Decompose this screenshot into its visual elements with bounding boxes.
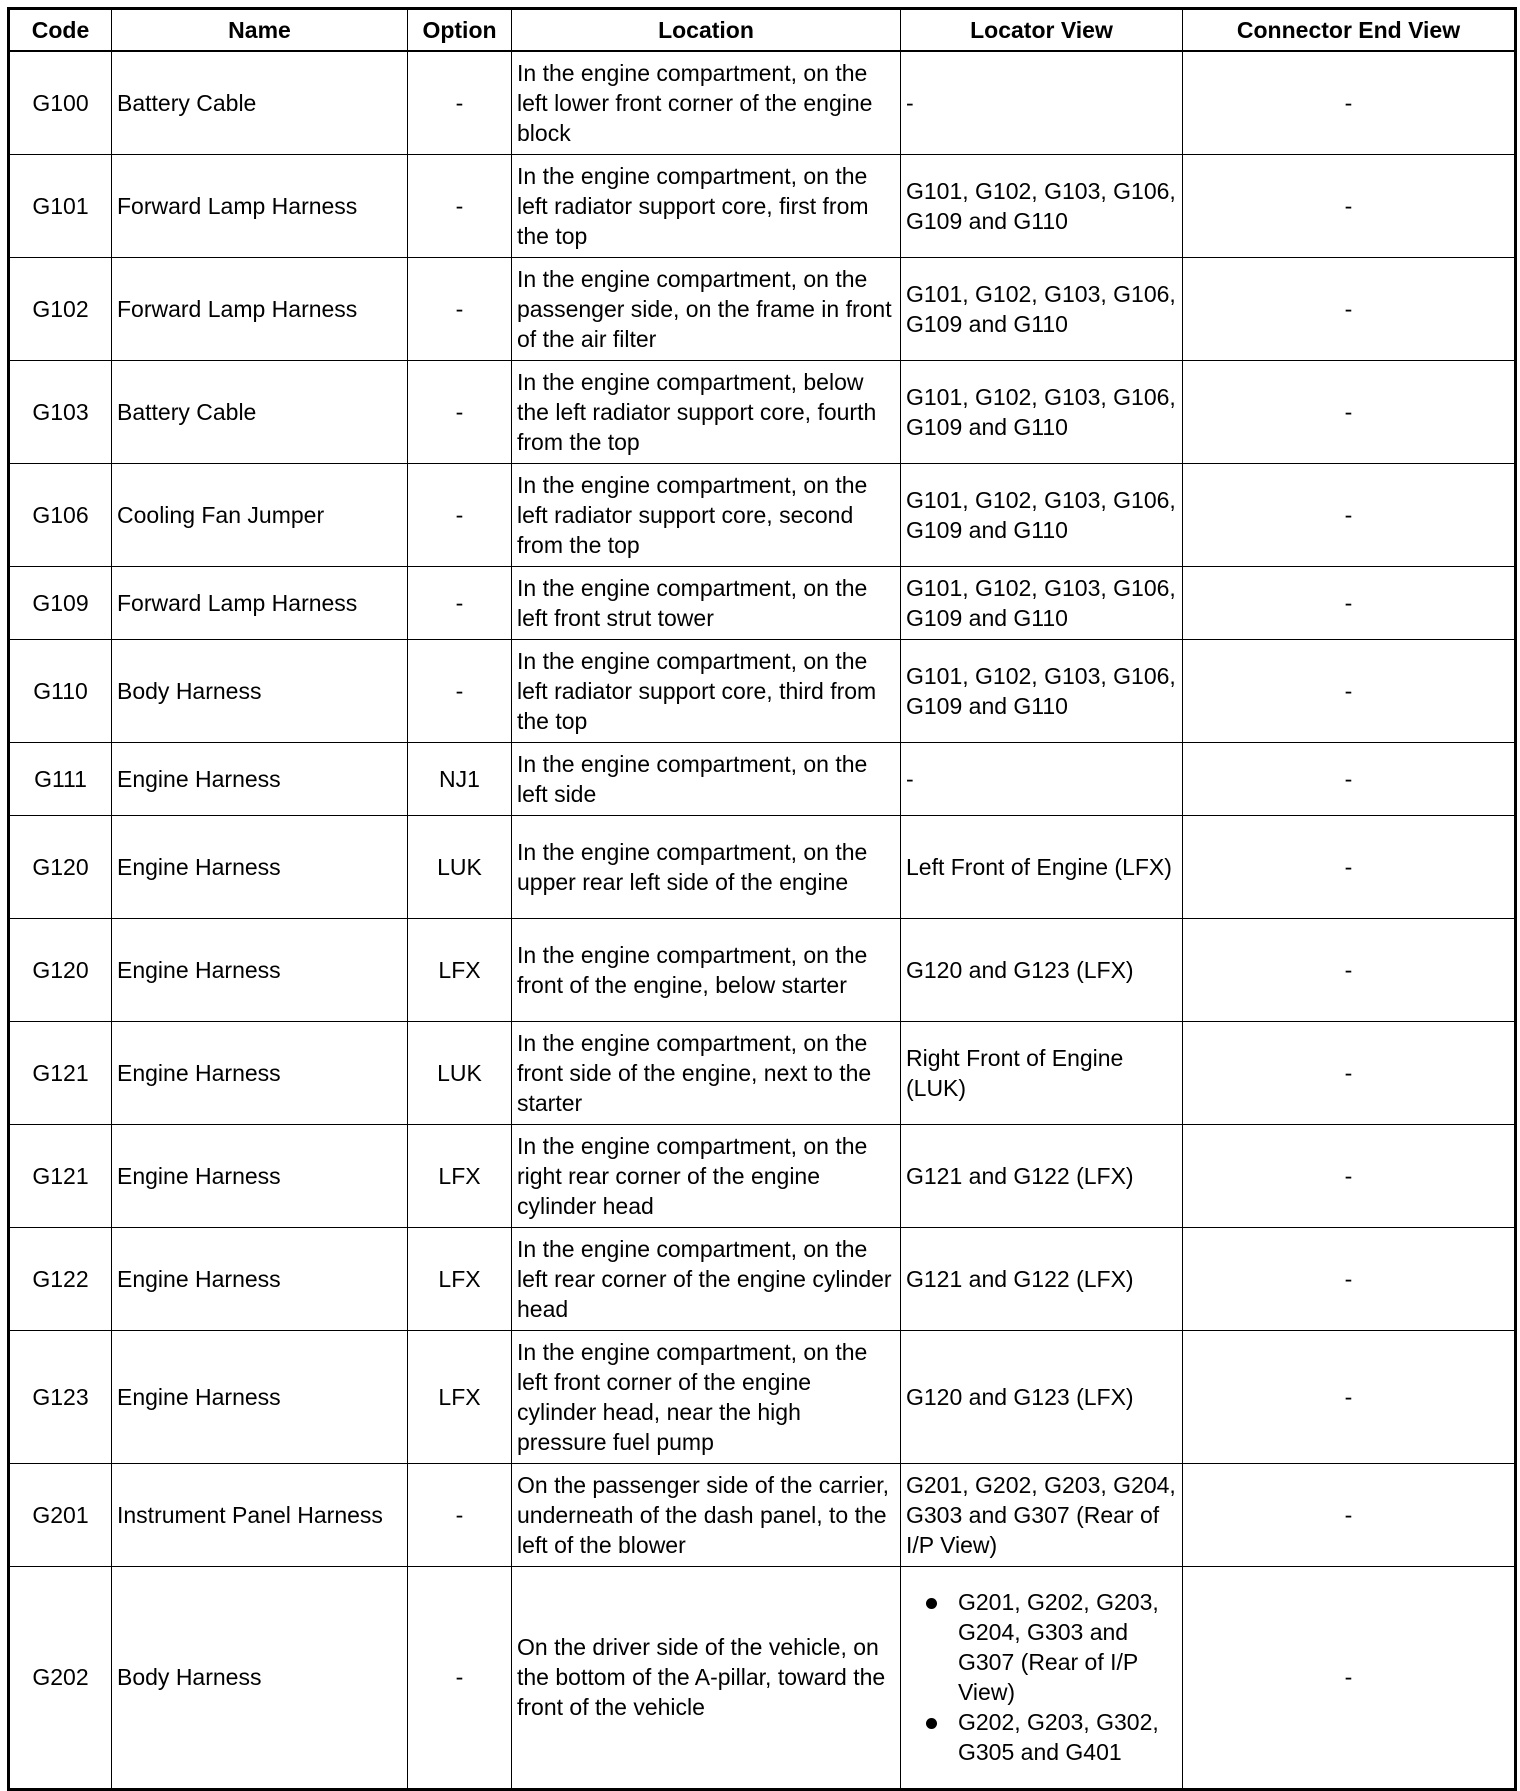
cell-connector-end-view: - xyxy=(1183,154,1516,257)
cell-option: LFX xyxy=(408,918,512,1021)
cell-location: In the engine compartment, on the front side of the engine, next to the starter xyxy=(512,1021,901,1124)
header-location: Location xyxy=(512,9,901,52)
cell-locator-view: G101, G102, G103, G106, G109 and G110 xyxy=(901,566,1183,639)
table-row xyxy=(9,1021,1516,1124)
cell-name: Instrument Panel Harness xyxy=(112,1463,408,1566)
cell-location: In the engine compartment, on the left radiator support core, second from the top xyxy=(512,463,901,566)
cell-locator-view: G101, G102, G103, G106, G109 and G110 xyxy=(901,639,1183,742)
cell-name: Engine Harness xyxy=(112,1021,408,1124)
table-row xyxy=(9,566,1516,639)
cell-connector-end-view: - xyxy=(1183,463,1516,566)
cell-option: - xyxy=(408,360,512,463)
cell-connector-end-view: - xyxy=(1183,51,1516,154)
cell-location: In the engine compartment, on the right rear corner of the engine cylinder head xyxy=(512,1124,901,1227)
cell-option: LFX xyxy=(408,1124,512,1227)
cell-locator-view: G120 and G123 (LFX) xyxy=(901,1330,1183,1463)
cell-code: G111 xyxy=(9,742,112,815)
cell-code: G106 xyxy=(9,463,112,566)
cell-name: Battery Cable xyxy=(112,51,408,154)
cell-code: G123 xyxy=(9,1330,112,1463)
cell-locator-view: Left Front of Engine (LFX) xyxy=(901,815,1183,918)
ground-locations-table xyxy=(7,7,1517,1791)
cell-name: Engine Harness xyxy=(112,742,408,815)
cell-name: Forward Lamp Harness xyxy=(112,257,408,360)
cell-locator-view: G101, G102, G103, G106, G109 and G110 xyxy=(901,257,1183,360)
cell-option: - xyxy=(408,1566,512,1789)
header-locator-view: Locator View xyxy=(901,9,1183,52)
cell-option: - xyxy=(408,566,512,639)
cell-name: Cooling Fan Jumper xyxy=(112,463,408,566)
cell-locator-view: G101, G102, G103, G106, G109 and G110 xyxy=(901,154,1183,257)
cell-code: G102 xyxy=(9,257,112,360)
cell-code: G103 xyxy=(9,360,112,463)
cell-option: NJ1 xyxy=(408,742,512,815)
cell-connector-end-view: - xyxy=(1183,1463,1516,1566)
cell-name: Engine Harness xyxy=(112,918,408,1021)
cell-location: In the engine compartment, on the left front strut tower xyxy=(512,566,901,639)
cell-option: - xyxy=(408,154,512,257)
table-row xyxy=(9,1227,1516,1330)
cell-locator-view: G121 and G122 (LFX) xyxy=(901,1227,1183,1330)
cell-location: In the engine compartment, below the left radiator support core, fourth from the top xyxy=(512,360,901,463)
cell-locator-view: - xyxy=(901,742,1183,815)
header-name: Name xyxy=(112,9,408,52)
table-row xyxy=(9,639,1516,742)
cell-locator-view: G101, G102, G103, G106, G109 and G110 xyxy=(901,463,1183,566)
cell-name: Body Harness xyxy=(112,639,408,742)
header-connector-end-view: Connector End View xyxy=(1183,9,1516,52)
cell-location: On the driver side of the vehicle, on the bottom of the A-pillar, toward the front of the vehicle xyxy=(512,1566,901,1789)
cell-location: In the engine compartment, on the left side xyxy=(512,742,901,815)
table-row xyxy=(9,463,1516,566)
cell-connector-end-view: - xyxy=(1183,360,1516,463)
header-option: Option xyxy=(408,9,512,52)
cell-location: In the engine compartment, on the left rear corner of the engine cylinder head xyxy=(512,1227,901,1330)
cell-code: G121 xyxy=(9,1124,112,1227)
cell-code: G100 xyxy=(9,51,112,154)
cell-connector-end-view: - xyxy=(1183,639,1516,742)
cell-connector-end-view: - xyxy=(1183,742,1516,815)
table-row xyxy=(9,1463,1516,1566)
cell-location: In the engine compartment, on the front of the engine, below starter xyxy=(512,918,901,1021)
table-row xyxy=(9,918,1516,1021)
cell-option: LFX xyxy=(408,1227,512,1330)
cell-locator-view: G201, G202, G203, G204, G303 and G307 (Rear of I/P View) xyxy=(901,1463,1183,1566)
cell-code: G120 xyxy=(9,815,112,918)
cell-location: In the engine compartment, on the upper rear left side of the engine xyxy=(512,815,901,918)
cell-name: Engine Harness xyxy=(112,1227,408,1330)
list-item: G202, G203, G302, G305 and G401 xyxy=(920,1707,1177,1767)
table-header-row xyxy=(9,9,1516,52)
cell-option: - xyxy=(408,1463,512,1566)
cell-code: G110 xyxy=(9,639,112,742)
header-code: Code xyxy=(9,9,112,52)
cell-code: G121 xyxy=(9,1021,112,1124)
cell-location: In the engine compartment, on the left front corner of the engine cylinder head, near the high pressure fuel pump xyxy=(512,1330,901,1463)
cell-option: LFX xyxy=(408,1330,512,1463)
table-row xyxy=(9,1566,1516,1789)
cell-connector-end-view: - xyxy=(1183,1330,1516,1463)
cell-name: Forward Lamp Harness xyxy=(112,566,408,639)
cell-option: LUK xyxy=(408,815,512,918)
table-row xyxy=(9,1124,1516,1227)
cell-connector-end-view: - xyxy=(1183,1021,1516,1124)
table-row xyxy=(9,360,1516,463)
cell-name: Forward Lamp Harness xyxy=(112,154,408,257)
cell-locator-view: Right Front of Engine (LUK) xyxy=(901,1021,1183,1124)
cell-location: On the passenger side of the carrier, underneath of the dash panel, to the left of the blower xyxy=(512,1463,901,1566)
cell-code: G202 xyxy=(9,1566,112,1789)
cell-connector-end-view: - xyxy=(1183,1566,1516,1789)
locator-bullet-list xyxy=(906,1587,1177,1767)
cell-connector-end-view: - xyxy=(1183,1227,1516,1330)
cell-option: - xyxy=(408,257,512,360)
cell-locator-view: G120 and G123 (LFX) xyxy=(901,918,1183,1021)
cell-name: Engine Harness xyxy=(112,1330,408,1463)
cell-location: In the engine compartment, on the passenger side, on the frame in front of the air filter xyxy=(512,257,901,360)
cell-name: Engine Harness xyxy=(112,1124,408,1227)
cell-option: - xyxy=(408,463,512,566)
table-row xyxy=(9,1330,1516,1463)
cell-location: In the engine compartment, on the left lower front corner of the engine block xyxy=(512,51,901,154)
cell-option: - xyxy=(408,639,512,742)
cell-location: In the engine compartment, on the left radiator support core, first from the top xyxy=(512,154,901,257)
cell-connector-end-view: - xyxy=(1183,918,1516,1021)
cell-connector-end-view: - xyxy=(1183,566,1516,639)
cell-code: G120 xyxy=(9,918,112,1021)
table-row xyxy=(9,154,1516,257)
cell-locator-view: G101, G102, G103, G106, G109 and G110 xyxy=(901,360,1183,463)
cell-code: G122 xyxy=(9,1227,112,1330)
table-row xyxy=(9,51,1516,154)
cell-code: G109 xyxy=(9,566,112,639)
cell-option: - xyxy=(408,51,512,154)
cell-name: Body Harness xyxy=(112,1566,408,1789)
cell-option: LUK xyxy=(408,1021,512,1124)
cell-code: G101 xyxy=(9,154,112,257)
cell-connector-end-view: - xyxy=(1183,257,1516,360)
cell-locator-view: - xyxy=(901,51,1183,154)
cell-name: Engine Harness xyxy=(112,815,408,918)
cell-connector-end-view: - xyxy=(1183,815,1516,918)
cell-connector-end-view: - xyxy=(1183,1124,1516,1227)
list-item: G201, G202, G203, G204, G303 and G307 (Rear of I/P View) xyxy=(920,1587,1177,1707)
cell-locator-view xyxy=(901,1566,1183,1789)
cell-code: G201 xyxy=(9,1463,112,1566)
cell-locator-view: G121 and G122 (LFX) xyxy=(901,1124,1183,1227)
table-row xyxy=(9,257,1516,360)
cell-name: Battery Cable xyxy=(112,360,408,463)
table-row xyxy=(9,742,1516,815)
table-row xyxy=(9,815,1516,918)
cell-location: In the engine compartment, on the left radiator support core, third from the top xyxy=(512,639,901,742)
